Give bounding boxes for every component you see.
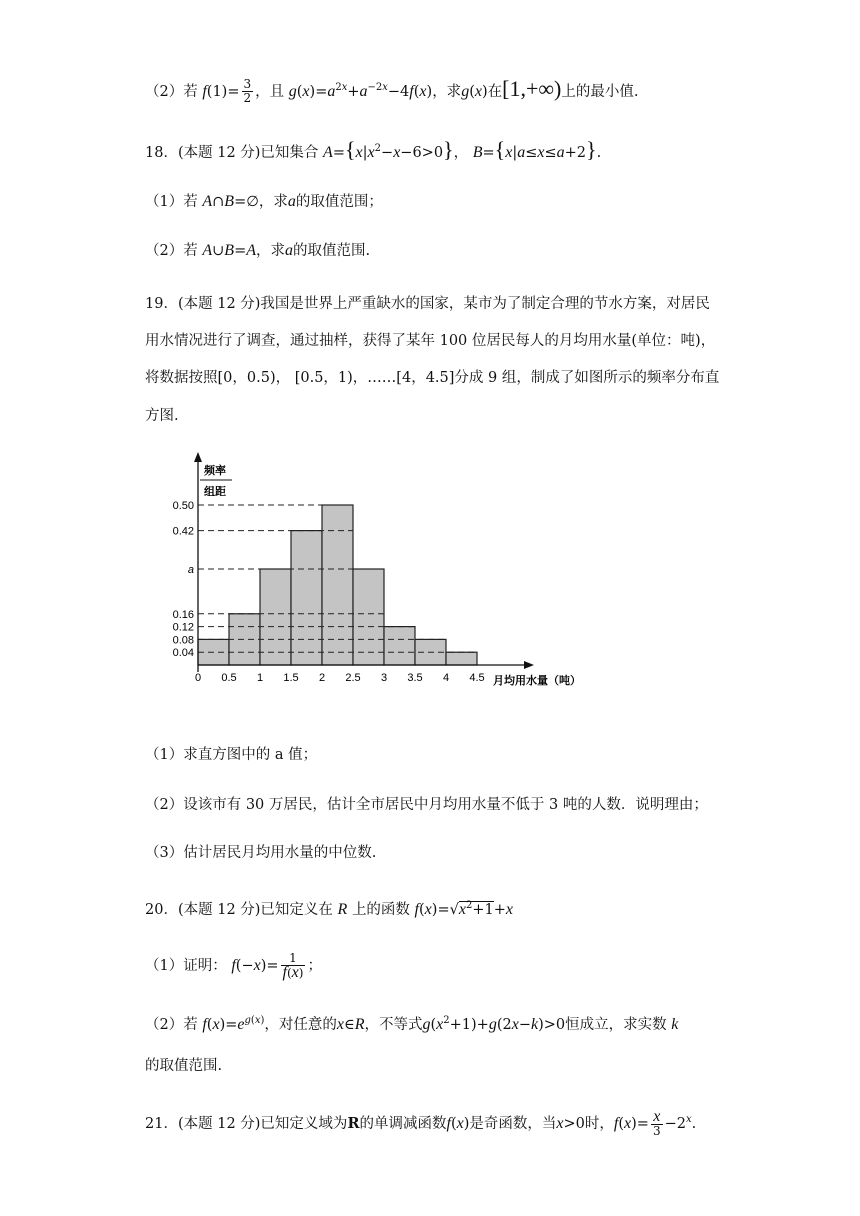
y-tick-label: 0.42 <box>172 525 194 538</box>
q21-stem-end: . <box>691 1116 697 1132</box>
math-g-def: g <box>288 82 297 100</box>
x-tick-label: 4 <box>442 672 450 684</box>
q18-part1: （1）若 A∩B=∅，求a的取值范围； <box>145 193 383 210</box>
q20-p2-c: ，不等式 <box>364 1016 423 1033</box>
q20-stem-b: 上的函数 <box>351 901 410 918</box>
q21-stem-d: 时， <box>584 1116 614 1132</box>
q18-part2: （2）若 A∪B=A，求a的取值范围. <box>145 242 371 259</box>
frac-den: 2 <box>243 91 252 106</box>
y-tick-label: 0.50 <box>172 500 194 512</box>
q21-stem-c: 是奇函数，当 <box>469 1116 557 1132</box>
x-tick-label: 0.5 <box>221 672 237 684</box>
q19-stem-line-1: 19．(本题 12 分)我国是世界上严重缺水的国家，某市为了制定合理的节水方案，对居民 <box>145 296 710 312</box>
y-tick-label: 0.12 <box>172 621 194 634</box>
y-tick-label: a <box>187 564 194 576</box>
q18-stem-end: . <box>596 144 602 161</box>
q20-part1: （1）证明： f(−x)= $\frac{1}{f(x)}$ ； <box>145 951 322 981</box>
q20-R: R <box>337 900 348 918</box>
histogram-bar <box>353 569 384 665</box>
x-label: 月均用水量（吨） <box>493 675 581 687</box>
frac-num: 3 <box>243 77 252 92</box>
x-tick-label: 2 <box>318 672 326 684</box>
x-tick-label: 3.5 <box>407 672 423 684</box>
q17-part2-label: （2）若 <box>145 83 198 100</box>
q20-p1-a: （1）证明： <box>145 958 227 974</box>
fraction-3-2 <box>242 78 254 105</box>
q17-text-b: ，求 <box>432 83 462 100</box>
q18-p1-a: （1）若 <box>145 194 198 210</box>
q20-k: k <box>671 1015 679 1033</box>
q19-stem-line-4: 方图. <box>145 408 179 424</box>
q20-p2-d: 恒成立，求实数 <box>565 1016 667 1033</box>
q20-stem-a: 20．(本题 12 分)已知定义在 <box>145 901 333 918</box>
histogram-bar <box>446 652 477 665</box>
q20-part2: （2）若 $f(x)=e^{g(x)}$，对任意的x∈R，不等式$g(x^2+1)+g(2x-k)>0$恒成立，求实数 k <box>145 1015 679 1033</box>
q18-p2-a: （2）若 <box>145 243 198 259</box>
q18-p1-c: 的取值范围； <box>295 194 383 210</box>
x-tick-label: 4.5 <box>469 672 485 684</box>
q20-p2-a: （2）若 <box>145 1016 198 1033</box>
x-tick-label: 0 <box>194 672 202 684</box>
q21-stem: 21．(本题 12 分)已知定义域为R的单调减函数f(x)是奇函数，当x>0时，f(x)= $\frac{x}{3}$ $-2^x$. <box>145 1108 697 1138</box>
q18-stem-b: ， <box>453 144 469 161</box>
math-f1: f <box>202 82 207 100</box>
y-tick-label: 0.16 <box>172 608 194 621</box>
y-label-bottom: 组距 <box>204 486 226 498</box>
q20-p2-b: ，对任意的 <box>264 1016 337 1033</box>
histogram-bar <box>291 531 322 665</box>
q19-part1: （1）求直方图中的 a 值； <box>145 747 318 763</box>
x-tick-label: 1.5 <box>283 672 299 684</box>
q20-stem: 20．(本题 12 分)已知定义在 R 上的函数 $f(x)=√x^2+1+x$ <box>145 900 513 918</box>
q19-stem-line-3: 将数据按照[0，0.5)， [0.5，1)，……[4，4.5]分成 9 组，制成了如图所示的频率分布直 <box>145 370 720 386</box>
q18-p2-b: ，求 <box>256 243 285 259</box>
q17-part2: （2）若 f(1)= $\frac{3}{2}$ ，且 $g(x)=a^{2x}+a^{-2x}-4f(x)$，求g(x)在[1,+∞)上的最小值. <box>145 75 639 106</box>
y-axis-arrow <box>194 452 202 462</box>
q17-text-a: ，且 <box>255 83 285 100</box>
q17-text-d: 上的最小值. <box>561 83 639 100</box>
q18-stem-a: 18．(本题 12 分)已知集合 <box>145 144 319 161</box>
q18-stem: 18．(本题 12 分)已知集合 $A=\{x|x^2-x-6>0\}$， B={x|a≤x≤a+2}. <box>145 136 602 162</box>
x-axis-arrow <box>524 661 534 669</box>
y-label-top: 频率 <box>204 465 226 477</box>
q18-p2-c: 的取值范围. <box>293 243 371 259</box>
q17-text-c: 在 <box>487 83 503 100</box>
x-tick-label: 3 <box>380 672 388 684</box>
q21-R: R <box>347 1115 360 1132</box>
q20-p1-end: ； <box>307 958 322 974</box>
histogram-chart <box>160 450 620 695</box>
y-tick-label: 0.04 <box>172 647 194 660</box>
q20-part2-cont: 的取值范围. <box>145 1058 223 1074</box>
q18-p1-b: ，求 <box>258 194 288 210</box>
x-tick-label: 2.5 <box>345 672 361 684</box>
frac-num: 1 <box>281 952 306 966</box>
q19-part2: （2）设该市有 30 万居民，估计全市居民中月均用水量不低于 3 吨的人数．说明理由； <box>145 797 708 813</box>
q19-part3: （3）估计居民月均用水量的中位数. <box>145 845 377 861</box>
x-tick-label: 1 <box>256 672 264 684</box>
fraction-1-fx: $\frac{1}{f(x)}$ <box>282 951 304 981</box>
fraction-x-3: $\frac{x}{3}$ <box>652 1108 661 1138</box>
histogram-bar <box>384 627 415 665</box>
y-tick-label: 0.08 <box>172 634 194 647</box>
q21-stem-a: 21．(本题 12 分)已知定义域为 <box>145 1116 348 1132</box>
histogram-bar <box>260 569 291 665</box>
math-interval: [1,+∞) <box>502 75 562 101</box>
q21-stem-b: 的单调减函数 <box>359 1116 447 1132</box>
histogram-bar <box>322 505 353 665</box>
q19-stem-line-2: 用水情况进行了调查，通过抽样，获得了某年 100 位居民每人的月均用水量(单位：吨)， <box>145 333 716 349</box>
